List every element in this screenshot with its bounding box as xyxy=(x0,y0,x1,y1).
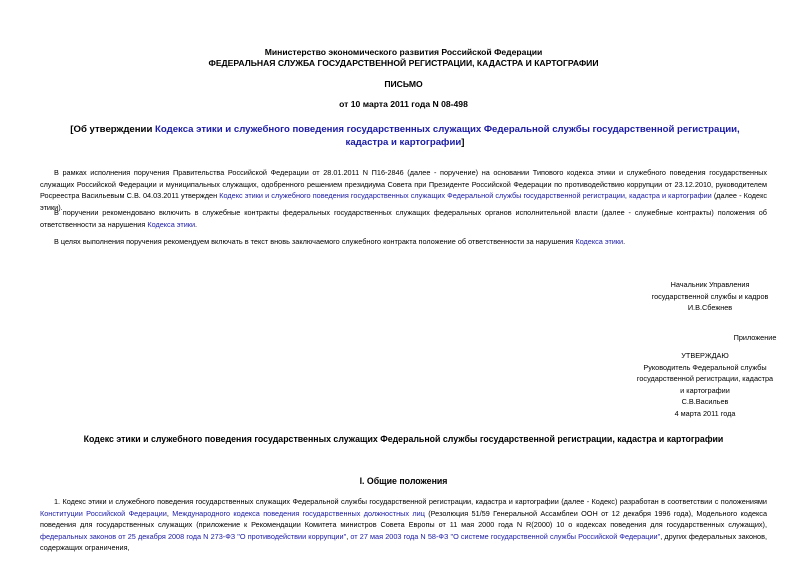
federal-law-273-link[interactable]: федеральных законов от 25 декабря 2008 года N 273-ФЗ "О противодействии коррупции" xyxy=(40,531,347,541)
p3-text: В целях выполнения поручения рекомендуем включать в текст вновь заключаемого служебного контракта положение об ответственности за нарушения xyxy=(54,237,576,246)
signature-position: Начальник Управления xyxy=(670,280,750,289)
section-title: I. Общие положения xyxy=(359,476,448,486)
s1-text-5: , других федеральных законов, содержащих ограничения, xyxy=(40,531,768,553)
section-1-paragraph xyxy=(40,496,767,554)
document-type: ПИСЬМО xyxy=(384,79,423,89)
approval-position: Руководитель Федеральной службы xyxy=(643,362,767,372)
p1-end: (далее - Кодекс этики). xyxy=(40,191,767,212)
title-prefix: [Об утверждении xyxy=(70,124,156,135)
p2-end: . xyxy=(195,219,198,229)
ministry-name: Министерство экономического развития Российской Федерации xyxy=(264,47,543,57)
appendix-label xyxy=(715,332,795,344)
s1-text-4: , xyxy=(346,531,351,541)
document-title xyxy=(60,123,750,149)
approval-approve: УТВЕРЖДАЮ xyxy=(681,351,729,360)
approval-org-line2: и картографии xyxy=(680,385,730,395)
title-suffix: ] xyxy=(461,137,465,148)
international-code-link[interactable]: Международного кодекса поведения государственных должностных лиц xyxy=(172,508,425,518)
p2-code-link[interactable]: Кодекса этики xyxy=(147,219,196,229)
code-title: Кодекс этики и служебного поведения государственных служащих Федеральной службы государственной регистрации, кадастра и картографии xyxy=(83,434,724,444)
s1-text-3: (Резолюция 51/59 Генеральной Ассамблеи ООН от 12 декабря 1996 года), Модельного кодекса поведения для государственных служащих (приложение к Рекомендации Комитета министров Совета Европы от 11 мая 2000 года N R(2000) 10 о кодексах поведения для государственных служащих), xyxy=(40,508,768,530)
signature-name: И.В.Сбежнев xyxy=(687,303,733,313)
p3-code-link[interactable]: Кодекса этики xyxy=(575,237,624,246)
constitution-link[interactable]: Конституции Российской Федерации xyxy=(40,508,167,518)
signature-block xyxy=(630,279,790,314)
approval-date: 4 марта 2011 года xyxy=(674,408,736,418)
p3-end: . xyxy=(623,237,626,246)
approval-name: С.В.Васильев xyxy=(681,397,729,407)
title-code-link[interactable]: Кодекса этики и служебного поведения государственных служащих Федеральной службы государственной регистрации, кадастра и картографии xyxy=(155,124,740,148)
approval-org-line1: государственной регистрации, кадастра xyxy=(636,374,774,384)
signature-department: государственной службы и кадров xyxy=(651,291,769,301)
p2-text: В поручении рекомендовано включить в служебные контракты федеральных государственных служащих федеральных органов исполнительной власти (далее - служебные контракты) положения об ответственности за нарушения xyxy=(40,208,767,229)
approval-block xyxy=(615,350,795,420)
paragraph-2 xyxy=(40,207,767,230)
service-name: ФЕДЕРАЛЬНАЯ СЛУЖБА ГОСУДАРСТВЕННОЙ РЕГИСТРАЦИИ, КАДАСТРА И КАРТОГРАФИИ xyxy=(208,58,599,68)
appendix-label-text: Приложение xyxy=(733,333,777,342)
paragraph-3 xyxy=(40,236,767,248)
federal-law-58-link[interactable]: от 27 мая 2003 года N 58-ФЗ "О системе государственной службы Российской Федерации" xyxy=(350,531,661,541)
p1-code-link[interactable]: Кодекс этики и служебного поведения государственных служащих Федеральной службы государственной регистрации, кадастра и картографии xyxy=(219,191,712,201)
s1-text-1: 1. Кодекс этики и служебного поведения государственных служащих Федеральной службы государственной регистрации, кадастра и картографии (далее - Кодекс) разработан в соответствии с положениями xyxy=(54,497,767,506)
p1-text: В рамках исполнения поручения Правительства Российской Федерации от 28.01.2011 N П16-2846 (далее - поручение) на основании Типового кодекса этики и служебного поведения государственных служащих Российской Федерации и муниципальных служащих, одобренного решением президиума Совета при Президенте Российской Федерации по противодействию коррупции от 23.12.2010, руководителем Росреестра Васильевым С.В. 04.03.2011 утвержден xyxy=(40,168,767,201)
document-date: от 10 марта 2011 года N 08-498 xyxy=(339,99,468,109)
s1-text-2: , xyxy=(166,508,173,518)
